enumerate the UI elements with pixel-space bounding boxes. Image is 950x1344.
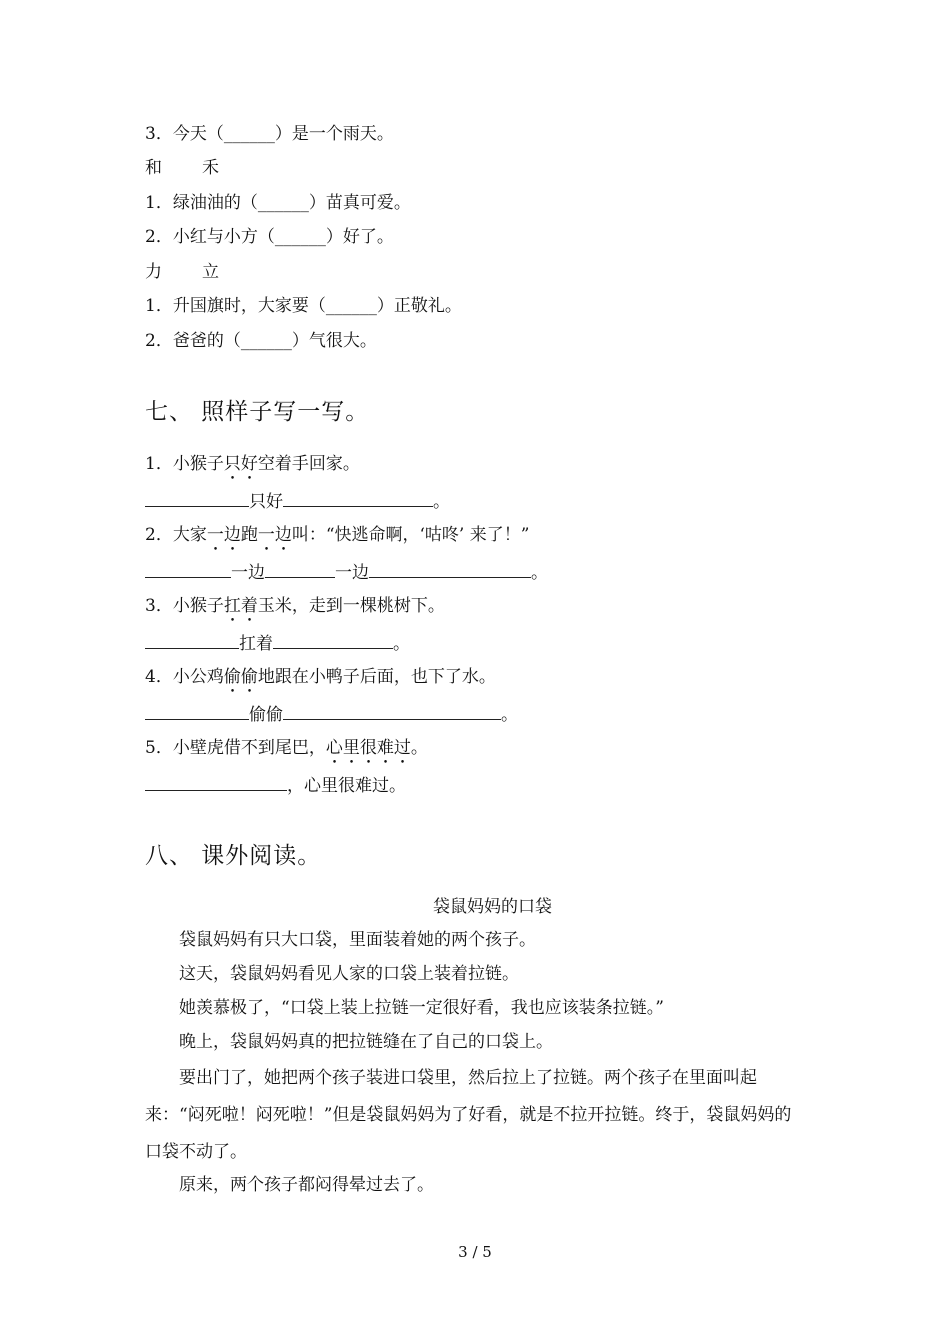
reading-paragraph: 原来，两个孩子都闷得晕过去了。 <box>179 1175 434 1195</box>
exercise-line: 2．小红与小方（______）好了。 <box>145 227 394 247</box>
char-pair-a: 和 <box>145 158 162 178</box>
page-number: 3 / 5 <box>458 1243 492 1261</box>
reading-paragraph: 这天，袋鼠妈妈看见人家的口袋上装着拉链。 <box>179 964 519 984</box>
char-pair-4 <box>145 261 219 283</box>
exercise-line: 1．绿油油的（______）苗真可爱。 <box>145 193 411 213</box>
example-sentence: 3．小猴子扛着玉米，走到一棵桃树下。 <box>145 596 445 616</box>
fill-line: 一边 一边 。 <box>145 561 548 584</box>
example-sentence: 5．小壁虎借不到尾巴，心里很难过。 <box>145 738 428 758</box>
char-pair-3 <box>145 157 219 179</box>
reading-title: 袋鼠妈妈的口袋 <box>433 897 552 917</box>
example-sentence: 2．大家一边跑一边叫：“快逃命啊，‘咕咚’ 来了！” <box>145 525 530 545</box>
fill-line: 偷偷 。 <box>145 703 518 726</box>
char-pair-b: 立 <box>202 262 219 282</box>
fill-line: ，心里很难过。 <box>145 774 406 797</box>
reading-paragraph: 袋鼠妈妈有只大口袋，里面装着她的两个孩子。 <box>179 930 536 950</box>
example-sentence: 4．小公鸡偷偷地跟在小鸭子后面，也下了水。 <box>145 667 496 687</box>
example-sentence: 1．小猴子只好空着手回家。 <box>145 454 360 474</box>
reading-paragraph: 要出门了，她把两个孩子装进口袋里，然后拉上了拉链。两个孩子在里面叫起来：“闷死啦！闷死啦！”但是袋鼠妈妈为了好看，就是不拉开拉链。终于，袋鼠妈妈的口袋不动了。 <box>145 1068 792 1162</box>
exercise-line: 2．爸爸的（______）气很大。 <box>145 331 377 351</box>
char-pair-a: 力 <box>145 262 162 282</box>
fill-line: 只好 。 <box>145 490 450 513</box>
char-pair-b: 禾 <box>202 158 219 178</box>
exercise-line: 1．升国旗时，大家要（______）正敬礼。 <box>145 296 462 316</box>
reading-paragraph: 她羡慕极了，“口袋上装上拉链一定很好看，我也应该装条拉链。” <box>179 998 664 1018</box>
section-heading: 七、 照样子写一写。 <box>145 399 370 425</box>
section-heading: 八、 课外阅读。 <box>145 843 322 869</box>
reading-paragraph: 晚上，袋鼠妈妈真的把拉链缝在了自己的口袋上。 <box>179 1032 553 1052</box>
fill-line: 扛着 。 <box>145 632 410 655</box>
exercise-line: 3．今天（______）是一个雨天。 <box>145 124 394 144</box>
